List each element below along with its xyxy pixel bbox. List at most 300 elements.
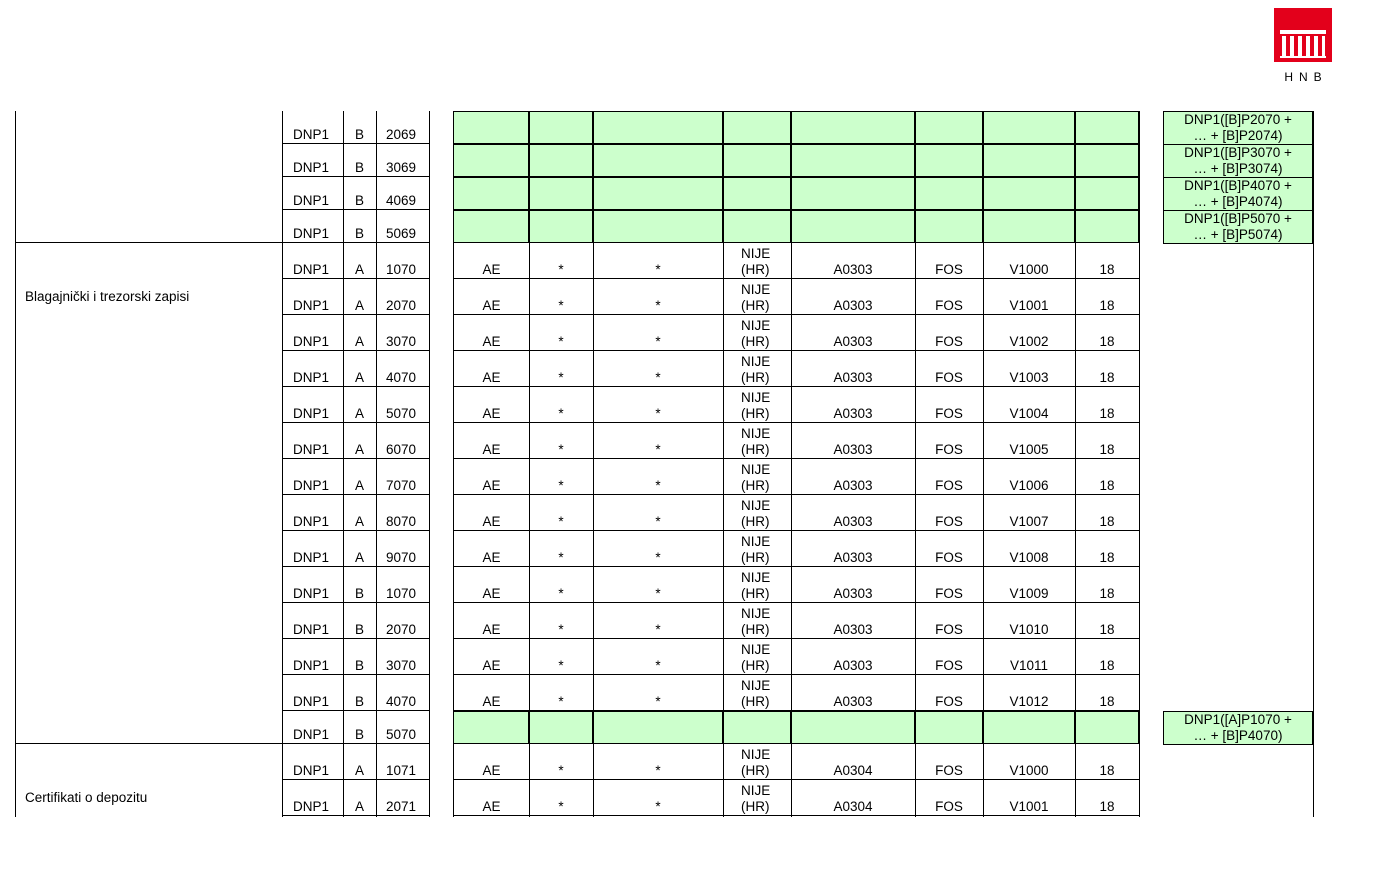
code-cell <box>376 177 429 210</box>
code-cell <box>376 531 429 567</box>
value-cell <box>529 315 593 351</box>
code-cell <box>376 711 429 744</box>
code-cell-text: 1070 <box>386 262 417 277</box>
empty-highlight-cell <box>983 111 1075 144</box>
hnb-logo-text: HNB <box>1284 70 1328 84</box>
value-cell <box>983 780 1075 816</box>
empty-highlight-cell <box>593 177 723 210</box>
value-cell <box>983 387 1075 423</box>
value-cell <box>529 351 593 387</box>
form-cell-text: DNP1 <box>293 193 330 208</box>
section-cell-text: A <box>354 262 364 277</box>
value-cell-text: FOS <box>935 694 963 709</box>
value-cell <box>593 459 723 495</box>
value-cell <box>593 531 723 567</box>
grid-vline <box>343 111 344 817</box>
form-cell <box>283 711 343 744</box>
value-line-2: (HR) <box>741 514 770 529</box>
grid-vline <box>593 111 594 817</box>
value-cell-text: FOS <box>935 550 963 565</box>
empty-highlight-cell <box>791 210 915 243</box>
empty-highlight-cell <box>791 144 915 177</box>
value-cell-text: 18 <box>1099 658 1115 673</box>
form-cell-text: DNP1 <box>293 694 330 709</box>
empty-highlight-cell <box>983 210 1075 243</box>
value-line-1: NIJE <box>741 498 771 513</box>
value-cell-text: AE <box>482 478 501 493</box>
value-cell <box>529 243 593 279</box>
value-cell <box>723 639 791 675</box>
value-cell-text: FOS <box>935 799 963 814</box>
grid-vline <box>983 111 984 817</box>
value-cell-text: * <box>558 550 564 565</box>
code-cell-text: 3070 <box>386 658 417 673</box>
form-cell-text: DNP1 <box>293 622 330 637</box>
value-line-1: NIJE <box>741 318 771 333</box>
form-cell <box>283 603 343 639</box>
value-cell-text: A0303 <box>833 298 873 313</box>
empty-highlight-cell <box>1075 111 1139 144</box>
form-cell <box>283 387 343 423</box>
value-cell-text: * <box>558 799 564 814</box>
value-cell <box>454 639 529 675</box>
form-cell-text: DNP1 <box>293 262 330 277</box>
form-cell <box>283 351 343 387</box>
value-cell-text: AE <box>482 799 501 814</box>
formula-text: DNP1([B]P2070 + … + [B]P2074) <box>1184 112 1292 143</box>
value-cell <box>915 351 983 387</box>
grid-vline <box>453 111 454 817</box>
form-cell-text: DNP1 <box>293 298 330 313</box>
empty-highlight-cell <box>723 177 791 210</box>
value-cell-text: * <box>558 586 564 601</box>
value-cell-text: V1003 <box>1009 370 1049 385</box>
value-cell <box>529 780 593 816</box>
value-cell-text: AE <box>482 586 501 601</box>
empty-highlight-cell <box>723 144 791 177</box>
value-line-2: (HR) <box>741 622 770 637</box>
value-cell <box>529 459 593 495</box>
empty-highlight-cell <box>723 210 791 243</box>
form-cell <box>283 111 343 144</box>
code-cell <box>376 780 429 816</box>
section-cell <box>343 177 376 210</box>
empty-highlight-cell <box>915 144 983 177</box>
formula-cell <box>1163 111 1313 145</box>
value-cell <box>1075 639 1139 675</box>
section-cell <box>343 144 376 177</box>
value-cell <box>529 495 593 531</box>
section-cell <box>343 111 376 144</box>
empty-highlight-cell <box>1075 177 1139 210</box>
code-cell-text: 7070 <box>386 478 417 493</box>
value-line-2: (HR) <box>741 298 770 313</box>
value-cell <box>791 459 915 495</box>
value-line-1: NIJE <box>741 282 771 297</box>
empty-highlight-cell <box>529 144 593 177</box>
empty-highlight-cell <box>791 111 915 144</box>
form-cell-text: DNP1 <box>293 160 330 175</box>
value-cell <box>983 675 1075 711</box>
code-cell-text: 5070 <box>386 406 417 421</box>
value-cell-text: FOS <box>935 478 963 493</box>
value-cell <box>593 567 723 603</box>
value-cell <box>529 567 593 603</box>
value-cell-text: FOS <box>935 658 963 673</box>
value-cell <box>791 744 915 780</box>
empty-highlight-cell <box>983 144 1075 177</box>
value-cell-text: V1001 <box>1009 799 1049 814</box>
value-cell <box>791 639 915 675</box>
value-cell-text: AE <box>482 550 501 565</box>
section-cell <box>343 603 376 639</box>
code-cell <box>376 144 429 177</box>
value-cell <box>723 423 791 459</box>
value-cell <box>791 675 915 711</box>
value-cell-text: V1000 <box>1009 262 1049 277</box>
empty-highlight-cell <box>1075 210 1139 243</box>
value-line-2: (HR) <box>741 799 770 814</box>
value-cell <box>529 279 593 315</box>
empty-highlight-cell <box>529 711 593 744</box>
form-cell-text: DNP1 <box>293 226 330 241</box>
section-cell <box>343 780 376 816</box>
value-cell <box>915 639 983 675</box>
value-line-2: (HR) <box>741 550 770 565</box>
formula-cell <box>1163 711 1313 745</box>
empty-highlight-cell <box>454 144 529 177</box>
section-cell-text: A <box>354 550 364 565</box>
value-cell-text: * <box>655 694 661 709</box>
value-cell-text: AE <box>482 298 501 313</box>
value-cell-text: 18 <box>1099 763 1115 778</box>
value-cell <box>454 387 529 423</box>
value-cell <box>915 243 983 279</box>
value-cell-text: A0303 <box>833 658 873 673</box>
code-cell-text: 9070 <box>386 550 417 565</box>
section-cell <box>343 315 376 351</box>
value-cell <box>454 531 529 567</box>
value-line-1: NIJE <box>741 606 771 621</box>
empty-highlight-cell <box>529 210 593 243</box>
value-cell <box>454 315 529 351</box>
section-cell-text: A <box>354 334 364 349</box>
value-cell-text: * <box>558 694 564 709</box>
section-cell-text: A <box>354 799 364 814</box>
value-line-2: (HR) <box>741 370 770 385</box>
value-cell <box>593 387 723 423</box>
value-line-2: (HR) <box>741 262 770 277</box>
value-cell-text: V1009 <box>1009 586 1049 601</box>
value-cell <box>529 639 593 675</box>
value-cell-text: AE <box>482 406 501 421</box>
grid-vline <box>1139 111 1140 817</box>
section-cell <box>343 459 376 495</box>
value-cell-text: FOS <box>935 442 963 457</box>
code-cell-text: 6070 <box>386 442 417 457</box>
value-cell-text: * <box>558 262 564 277</box>
section-cell-text: A <box>354 478 364 493</box>
value-cell <box>915 387 983 423</box>
value-cell <box>723 531 791 567</box>
group-label-cell <box>15 111 282 243</box>
value-cell <box>915 744 983 780</box>
value-cell <box>983 459 1075 495</box>
value-cell <box>791 603 915 639</box>
value-cell <box>791 567 915 603</box>
empty-highlight-cell <box>454 177 529 210</box>
value-cell-text: AE <box>482 622 501 637</box>
value-cell-text: * <box>655 622 661 637</box>
section-cell <box>343 744 376 780</box>
value-cell <box>983 351 1075 387</box>
code-cell-text: 4070 <box>386 694 417 709</box>
value-cell-text: A0304 <box>833 763 873 778</box>
value-cell-text: * <box>655 298 661 313</box>
value-cell-text: 18 <box>1099 406 1115 421</box>
empty-highlight-cell <box>791 711 915 744</box>
form-cell <box>283 639 343 675</box>
value-cell <box>915 315 983 351</box>
value-cell <box>593 423 723 459</box>
value-cell-text: 18 <box>1099 586 1115 601</box>
formula-cell <box>1163 144 1313 178</box>
section-cell <box>343 279 376 315</box>
value-cell-text: AE <box>482 334 501 349</box>
value-cell <box>791 351 915 387</box>
value-cell-text: * <box>558 298 564 313</box>
value-cell-text: A0303 <box>833 586 873 601</box>
value-cell <box>454 495 529 531</box>
value-cell-text: FOS <box>935 370 963 385</box>
value-cell <box>529 387 593 423</box>
code-cell <box>376 639 429 675</box>
value-cell-text: V1000 <box>1009 763 1049 778</box>
value-cell-text: FOS <box>935 514 963 529</box>
value-cell-text: FOS <box>935 262 963 277</box>
value-cell <box>915 459 983 495</box>
value-cell-text: * <box>655 514 661 529</box>
empty-highlight-cell <box>983 177 1075 210</box>
value-cell-text: 18 <box>1099 262 1115 277</box>
value-cell-text: V1010 <box>1009 622 1049 637</box>
value-cell-text: 18 <box>1099 799 1115 814</box>
value-cell <box>983 495 1075 531</box>
formula-cell <box>1163 210 1313 244</box>
section-cell-text: A <box>354 514 364 529</box>
value-line-1: NIJE <box>741 462 771 477</box>
value-cell <box>983 603 1075 639</box>
section-cell <box>343 423 376 459</box>
form-cell-text: DNP1 <box>293 658 330 673</box>
value-cell-text: AE <box>482 514 501 529</box>
form-cell-text: DNP1 <box>293 370 330 385</box>
value-cell-text: 18 <box>1099 370 1115 385</box>
value-cell <box>454 351 529 387</box>
group-label: Certifikati o depozitu <box>25 790 148 805</box>
section-cell-text: A <box>354 370 364 385</box>
form-cell <box>283 423 343 459</box>
value-cell <box>593 315 723 351</box>
form-cell <box>283 744 343 780</box>
section-cell <box>343 675 376 711</box>
value-cell <box>529 531 593 567</box>
empty-highlight-cell <box>915 210 983 243</box>
value-line-1: NIJE <box>741 678 771 693</box>
formula-text: DNP1([B]P3070 + … + [B]P3074) <box>1184 145 1292 176</box>
value-cell <box>983 423 1075 459</box>
value-cell-text: AE <box>482 442 501 457</box>
value-cell-text: * <box>558 658 564 673</box>
form-cell-text: DNP1 <box>293 799 330 814</box>
value-cell <box>915 567 983 603</box>
value-cell-text: FOS <box>935 298 963 313</box>
value-cell-text: FOS <box>935 586 963 601</box>
value-cell-text: * <box>558 406 564 421</box>
value-cell-text: * <box>655 550 661 565</box>
value-cell <box>1075 351 1139 387</box>
grid-vline <box>1075 111 1076 817</box>
value-cell <box>593 744 723 780</box>
value-cell-text: * <box>655 763 661 778</box>
value-cell-text: AE <box>482 658 501 673</box>
value-cell <box>529 675 593 711</box>
code-cell-text: 1071 <box>386 763 417 778</box>
section-cell <box>343 243 376 279</box>
form-cell-text: DNP1 <box>293 763 330 778</box>
value-cell-text: A0303 <box>833 694 873 709</box>
value-line-2: (HR) <box>741 586 770 601</box>
section-cell-text: B <box>354 622 364 637</box>
value-cell-text: * <box>558 442 564 457</box>
empty-highlight-cell <box>593 144 723 177</box>
value-cell <box>1075 780 1139 816</box>
empty-highlight-cell <box>1075 144 1139 177</box>
value-cell-text: * <box>655 658 661 673</box>
hnb-logo <box>1274 8 1332 84</box>
value-cell-text: FOS <box>935 622 963 637</box>
code-cell <box>376 111 429 144</box>
value-cell-text: V1012 <box>1009 694 1049 709</box>
value-cell-text: A0303 <box>833 406 873 421</box>
value-cell <box>915 675 983 711</box>
value-cell <box>1075 744 1139 780</box>
empty-highlight-cell <box>593 111 723 144</box>
value-cell-text: * <box>558 334 564 349</box>
value-line-2: (HR) <box>741 406 770 421</box>
group-label-cell <box>15 744 282 816</box>
value-cell <box>791 279 915 315</box>
code-cell <box>376 567 429 603</box>
value-cell <box>723 387 791 423</box>
empty-highlight-cell <box>454 711 529 744</box>
value-cell-text: 18 <box>1099 550 1115 565</box>
value-cell <box>1075 603 1139 639</box>
code-cell-text: 5070 <box>386 727 417 742</box>
value-cell <box>723 315 791 351</box>
code-cell <box>376 210 429 243</box>
form-cell <box>283 495 343 531</box>
value-line-2: (HR) <box>741 694 770 709</box>
form-cell <box>283 780 343 816</box>
value-cell-text: 18 <box>1099 694 1115 709</box>
value-cell <box>529 744 593 780</box>
form-cell <box>283 567 343 603</box>
value-cell-text: 18 <box>1099 622 1115 637</box>
form-cell-text: DNP1 <box>293 127 330 142</box>
value-cell <box>723 675 791 711</box>
value-cell <box>983 315 1075 351</box>
value-line-1: NIJE <box>741 642 771 657</box>
form-cell <box>283 243 343 279</box>
code-cell <box>376 243 429 279</box>
value-cell <box>983 567 1075 603</box>
value-cell <box>529 423 593 459</box>
section-cell-text: A <box>354 763 364 778</box>
form-cell-text: DNP1 <box>293 478 330 493</box>
value-cell <box>983 639 1075 675</box>
section-cell-text: A <box>354 442 364 457</box>
value-cell <box>983 531 1075 567</box>
value-cell-text: FOS <box>935 763 963 778</box>
empty-highlight-cell <box>915 711 983 744</box>
form-cell <box>283 210 343 243</box>
value-cell <box>454 567 529 603</box>
value-line-1: NIJE <box>741 534 771 549</box>
value-cell-text: AE <box>482 262 501 277</box>
value-cell <box>593 675 723 711</box>
empty-highlight-cell <box>723 711 791 744</box>
code-cell-text: 3070 <box>386 334 417 349</box>
value-cell <box>1075 279 1139 315</box>
code-cell <box>376 279 429 315</box>
form-cell-text: DNP1 <box>293 514 330 529</box>
value-cell <box>454 423 529 459</box>
value-cell-text: 18 <box>1099 478 1115 493</box>
value-cell-text: * <box>558 478 564 493</box>
value-cell-text: 18 <box>1099 514 1115 529</box>
code-cell <box>376 459 429 495</box>
value-cell-text: V1005 <box>1009 442 1049 457</box>
value-cell <box>915 603 983 639</box>
value-cell <box>723 243 791 279</box>
value-cell-text: V1006 <box>1009 478 1049 493</box>
grid-vline <box>429 111 430 817</box>
value-cell-text: * <box>655 586 661 601</box>
code-cell-text: 4069 <box>386 193 417 208</box>
value-cell <box>915 423 983 459</box>
value-cell-text: V1011 <box>1009 658 1049 673</box>
value-cell <box>1075 675 1139 711</box>
value-cell <box>593 351 723 387</box>
value-cell <box>723 780 791 816</box>
value-cell <box>723 603 791 639</box>
group-label: Blagajnički i trezorski zapisi <box>25 289 190 304</box>
value-cell-text: A0304 <box>833 799 873 814</box>
value-cell <box>593 279 723 315</box>
empty-highlight-cell <box>529 111 593 144</box>
value-line-1: NIJE <box>741 246 771 261</box>
value-cell <box>791 423 915 459</box>
section-cell <box>343 351 376 387</box>
value-cell <box>1075 531 1139 567</box>
code-cell-text: 1070 <box>386 586 417 601</box>
value-cell <box>791 243 915 279</box>
value-cell-text: V1007 <box>1009 514 1049 529</box>
grid-vline <box>791 111 792 817</box>
form-cell-text: DNP1 <box>293 406 330 421</box>
value-cell <box>454 279 529 315</box>
